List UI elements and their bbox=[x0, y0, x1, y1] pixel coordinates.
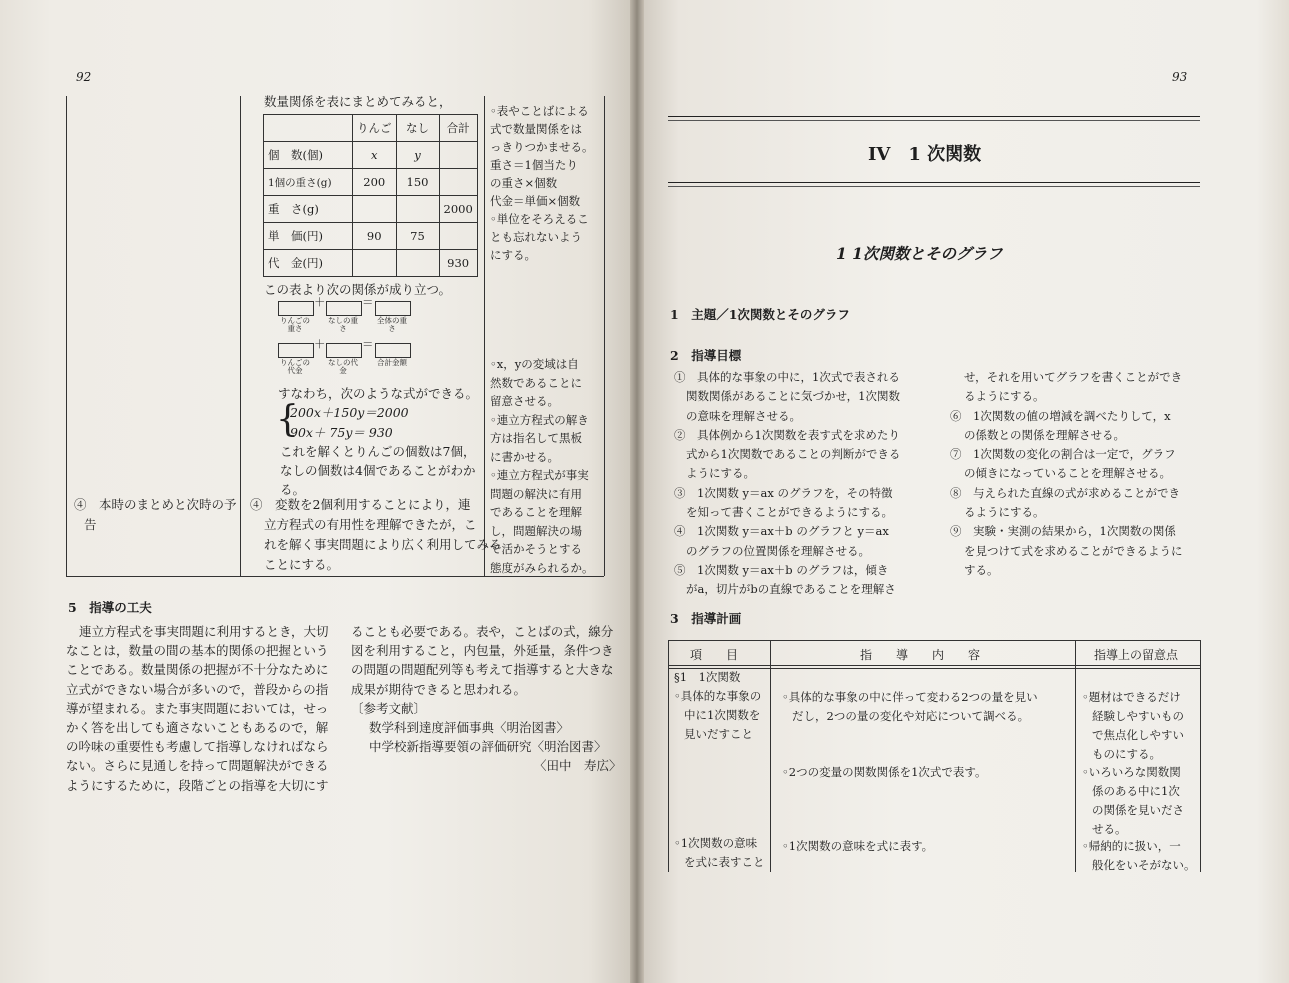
chapter-rule-top bbox=[668, 116, 1200, 117]
goal-line: ⑦ 1次関数の変化の割合は一定で，グラフ bbox=[950, 447, 1176, 462]
note-line: とも忘れないよう bbox=[490, 230, 582, 244]
blank-box bbox=[326, 301, 362, 316]
paragraph-line: 導が望まれる。また事実問題においては，せっ bbox=[66, 700, 329, 716]
plan-line: の関係を見いださ bbox=[1092, 803, 1184, 817]
goal-line: るようにする。 bbox=[964, 505, 1045, 520]
section5-col2 bbox=[351, 622, 614, 756]
note-line: ◦表やことばによる bbox=[490, 104, 589, 118]
box-label: なしの重さ bbox=[328, 316, 358, 333]
blank-box bbox=[278, 343, 314, 358]
item1-heading: 1 主題／1次関数とそのグラフ bbox=[670, 307, 850, 322]
plan-col2-a bbox=[782, 688, 1038, 726]
step-line: れを解く事実問題により広く利用してみる bbox=[264, 537, 502, 552]
table-cell bbox=[396, 250, 439, 277]
table-cell: 150 bbox=[396, 169, 439, 196]
paragraph-line: 成果が期待できると思われる。 bbox=[351, 681, 527, 697]
paragraph-line: 図を利用すること，内包量，外延量，条件つき bbox=[351, 643, 614, 659]
goals-right bbox=[950, 368, 1183, 580]
plan-line: §1 1次関数 bbox=[674, 670, 741, 684]
step4-content bbox=[250, 495, 502, 575]
table-cell: 200 bbox=[353, 169, 397, 196]
plan-line: だし，2つの量の変化や対応について調べる。 bbox=[792, 709, 1030, 723]
plan-header-divider bbox=[668, 665, 1200, 666]
plan-col3-a bbox=[1082, 688, 1184, 764]
goal-line: 関数関係があることに気づかせ，1次関数 bbox=[686, 389, 900, 404]
table-cell bbox=[353, 196, 397, 223]
table-row bbox=[264, 169, 478, 196]
paragraph-line: の吟味の重要性も考慮して指導しなければなら bbox=[66, 739, 329, 755]
note-line: ◦連立方程式の解き bbox=[490, 412, 589, 427]
notes-mid bbox=[490, 355, 594, 577]
table-cell: 代 金(円) bbox=[264, 250, 353, 277]
blank-box bbox=[278, 301, 314, 316]
step4-label bbox=[74, 495, 237, 535]
solution-line: る。 bbox=[280, 482, 306, 497]
left-page-number: 92 bbox=[76, 70, 92, 84]
plan-line: 係のある中に1次 bbox=[1092, 784, 1180, 798]
note-line: ◦x，yの変域は自 bbox=[490, 357, 579, 371]
table-row bbox=[264, 196, 478, 223]
paragraph-line: ることも必要である。表や，ことばの式，線分 bbox=[351, 624, 614, 639]
goal-line: を見つけて式を求めることができるように bbox=[964, 543, 1183, 558]
table-cell bbox=[439, 223, 477, 250]
paragraph-line: の問題の問題配列等も考えて指導すると大きな bbox=[351, 662, 614, 678]
table-row bbox=[264, 142, 478, 169]
note-line: 態度がみられるか。 bbox=[490, 560, 594, 575]
goals-left bbox=[674, 368, 900, 600]
note-line: に書かせる。 bbox=[490, 449, 559, 464]
plan-col3-c bbox=[1082, 837, 1196, 875]
table-cell: 75 bbox=[396, 223, 439, 250]
item3-heading: 3 指導計画 bbox=[670, 611, 742, 626]
author-credit: 〈田中 寿広〉 bbox=[534, 758, 622, 773]
table-divider-1 bbox=[240, 96, 241, 576]
note-line: の重さ×個数 bbox=[490, 176, 558, 190]
table-cell: 1個の重さ(g) bbox=[264, 169, 353, 196]
plan-border-right bbox=[1200, 640, 1201, 872]
chapter-rule-bottom bbox=[668, 182, 1200, 183]
paragraph-line: 立式ができない場合が多いので，普段からの指 bbox=[66, 681, 329, 697]
plan-col-divider-1 bbox=[770, 640, 771, 872]
plan-line: を式に表すこと bbox=[684, 855, 765, 869]
table-cell bbox=[439, 169, 477, 196]
plus-sign: ＋ bbox=[314, 295, 326, 309]
note-line: で活かそうとする bbox=[490, 542, 582, 556]
table-cell: x bbox=[353, 142, 397, 169]
table-cell bbox=[353, 250, 397, 277]
item2-heading: 2 指導目標 bbox=[670, 348, 742, 363]
box-label: りんごの代金 bbox=[280, 358, 310, 375]
plan-line: 中に1次関数を bbox=[684, 708, 761, 722]
plan-header-content: 指 導 内 容 bbox=[860, 648, 981, 662]
note-line: 方は指名して黒板 bbox=[490, 431, 582, 445]
system-eq-1: 200x＋150y＝2000 bbox=[290, 405, 409, 420]
goal-line: ⑧ 与えられた直線の式が求めることができ bbox=[950, 485, 1180, 500]
box-label: 全体の重さ bbox=[377, 316, 407, 333]
paragraph-line: ない。さらに見通しを持って問題解決ができる bbox=[66, 758, 329, 774]
note-line: であることを理解 bbox=[490, 505, 582, 519]
reference-item: 中学校新指導要領の評価研究〈明治図書〉 bbox=[369, 739, 607, 755]
reference-item: 数学科到達度評価事典〈明治図書〉 bbox=[369, 720, 570, 736]
table-cell: 930 bbox=[439, 250, 477, 277]
plan-col-divider-2 bbox=[1075, 640, 1076, 872]
goal-line: ① 具体的な事象の中に，1次式で表される bbox=[674, 370, 900, 384]
goal-line: 式から1次関数であることの判断ができる bbox=[686, 447, 901, 462]
note-line: にする。 bbox=[490, 248, 536, 262]
plan-line: ◦題材はできるだけ bbox=[1082, 690, 1181, 704]
note-line: っきりつかませる。 bbox=[490, 140, 594, 154]
plan-line: ものにする。 bbox=[1092, 747, 1161, 761]
section5-title: 5 指導の工夫 bbox=[68, 600, 152, 615]
section-title: 1 1次関数とそのグラフ bbox=[836, 244, 1003, 263]
note-line: ◦連立方程式が事実 bbox=[490, 468, 589, 482]
table-cell: 単 価(円) bbox=[264, 223, 353, 250]
plan-line: ◦具体的な事象の中に伴って変わる2つの量を見い bbox=[782, 690, 1038, 704]
goal-line: ⑨ 実験・実測の結果から，1次関数の関係 bbox=[950, 524, 1176, 539]
chapter-rule-top-2 bbox=[668, 120, 1200, 121]
goal-line: する。 bbox=[964, 562, 999, 577]
note-line: 問題の解決に有用 bbox=[490, 486, 582, 501]
goal-line: ⑤ 1次関数 y＝ax＋b のグラフは，傾き bbox=[674, 562, 889, 577]
plan-line: せる。 bbox=[1092, 822, 1127, 836]
table-header-row bbox=[264, 115, 478, 142]
plan-border-left bbox=[668, 640, 669, 872]
plan-header-notes: 指導上の留意点 bbox=[1094, 648, 1179, 662]
equals-sign: ＝ bbox=[362, 337, 374, 351]
note-line: し，問題解決の場 bbox=[490, 523, 582, 538]
plan-line: で焦点化しやすい bbox=[1092, 728, 1184, 742]
paragraph-line: ようにするために，段階ごとの指導を大切にす bbox=[66, 777, 329, 793]
box-label: なしの代金 bbox=[328, 358, 358, 375]
table-row bbox=[264, 250, 478, 277]
plan-line: ◦いろいろな関数関 bbox=[1082, 765, 1181, 779]
goal-line: の係数との関係を理解させる。 bbox=[964, 427, 1125, 442]
table-cell: 個 数(個) bbox=[264, 142, 353, 169]
table-header-cell: りんご bbox=[353, 115, 397, 142]
step-line: ④ 変数を2個利用することにより，連 bbox=[250, 497, 471, 512]
paragraph-line: かく答を出しても適さないこともあるので，解 bbox=[66, 720, 329, 736]
plan-col1-b bbox=[674, 834, 765, 872]
plan-header-item: 項 目 bbox=[690, 648, 739, 662]
goal-line: のグラフの位置関係を理解させる。 bbox=[686, 543, 870, 558]
plan-line: ◦帰納的に扱い，一 bbox=[1082, 839, 1181, 853]
solution-line: なしの個数は4個であることがわか bbox=[280, 463, 476, 478]
references-heading: 〔参考文献〕 bbox=[351, 700, 427, 716]
solution-line: これを解くとりんごの個数は7個， bbox=[280, 444, 476, 459]
note-line: 重さ＝1個当たり bbox=[490, 158, 578, 172]
table-cell: 2000 bbox=[439, 196, 477, 223]
right-page-number: 93 bbox=[1172, 70, 1188, 84]
plan-line: 般化をいそがない。 bbox=[1092, 858, 1196, 872]
section5-col1 bbox=[66, 622, 329, 795]
quantity-table bbox=[263, 114, 478, 277]
plan-col3-b bbox=[1082, 763, 1184, 839]
goal-line: ③ 1次関数 y＝ax のグラフを，その特徴 bbox=[674, 485, 893, 500]
step-line: ④ 本時のまとめと次時の予 bbox=[74, 497, 237, 512]
note-line: 留意させる。 bbox=[490, 394, 559, 408]
goal-line: るようにする。 bbox=[964, 389, 1045, 404]
table-cell: 重 さ(g) bbox=[264, 196, 353, 223]
system-eq-2: 90x＋ 75y＝ 930 bbox=[290, 425, 393, 440]
paragraph-line: なことは，数量の間の基本的関係の把握という bbox=[66, 643, 329, 659]
plan-border-top bbox=[668, 640, 1200, 641]
book-gutter bbox=[630, 0, 644, 983]
table-border-left bbox=[66, 96, 67, 576]
plan-col2-b: ◦2つの変量の関数関係を1次式で表す。 bbox=[782, 765, 987, 779]
goal-line: ④ 1次関数 y＝ax＋b のグラフと y＝ax bbox=[674, 524, 889, 539]
chapter-rule-bottom-2 bbox=[668, 186, 1200, 187]
paragraph-line: 連立方程式を事実問題に利用するとき，大切 bbox=[79, 624, 329, 639]
goal-line: ② 具体例から1次関数を表す式を求めたり bbox=[674, 427, 900, 442]
goal-line: せ，それを用いてグラフを書くことができ bbox=[964, 370, 1183, 384]
plan-col2-c: ◦1次関数の意味を式に表す。 bbox=[782, 839, 934, 853]
goal-line: ⑥ 1次関数の値の増減を調べたりして，x bbox=[950, 408, 1171, 423]
relation-intro: この表より次の関係が成り立つ。 bbox=[264, 282, 452, 297]
chapter-title: IV 1 次関数 bbox=[868, 144, 982, 165]
note-line: 代金＝単価×個数 bbox=[490, 194, 581, 208]
equals-sign: ＝ bbox=[362, 295, 374, 309]
goal-line: ようにする。 bbox=[686, 466, 755, 481]
plan-col1 bbox=[674, 668, 761, 744]
goal-line: を知って書くことができるようにする。 bbox=[686, 505, 893, 520]
blank-box bbox=[326, 343, 362, 358]
plan-line: ◦1次関数の意味 bbox=[674, 836, 758, 850]
step-line: 立方程式の有用性を理解できたが，こ bbox=[264, 517, 477, 532]
namely-text: すなわち，次のような式ができる。 bbox=[278, 386, 479, 401]
step-line: ことにする。 bbox=[264, 557, 340, 572]
note-line: 式で数量関係をは bbox=[490, 122, 582, 136]
blank-box bbox=[375, 301, 411, 316]
table-cell: 90 bbox=[353, 223, 397, 250]
table-header-cell: なし bbox=[396, 115, 439, 142]
table-cell bbox=[439, 142, 477, 169]
paragraph-line: ことである。数量関係の把握が不十分なために bbox=[66, 662, 329, 678]
step-line: 告 bbox=[84, 517, 97, 532]
notes-top bbox=[490, 102, 594, 264]
system-brace: { bbox=[276, 399, 299, 440]
table-header-cell bbox=[264, 115, 353, 142]
table-row bbox=[264, 223, 478, 250]
table-intro: 数量関係を表にまとめてみると， bbox=[264, 94, 452, 109]
goal-line: の傾きになっていることを理解させる。 bbox=[964, 466, 1171, 481]
table-header-cell: 合計 bbox=[439, 115, 477, 142]
table-border-right bbox=[604, 96, 605, 576]
goal-line: がa，切片がbの直線であることを理解さ bbox=[686, 582, 896, 597]
box-label: 合計金額 bbox=[377, 358, 407, 367]
table-cell bbox=[396, 196, 439, 223]
plus-sign: ＋ bbox=[314, 337, 326, 351]
plan-line: 見いだすこと bbox=[684, 727, 753, 741]
blank-box bbox=[375, 343, 411, 358]
note-line: ◦単位をそろえるこ bbox=[490, 212, 589, 226]
plan-line: ◦具体的な事象の bbox=[674, 689, 762, 703]
box-label: りんごの重さ bbox=[280, 316, 310, 333]
plan-line: 経験しやすいもの bbox=[1092, 709, 1184, 723]
goal-line: の意味を理解させる。 bbox=[686, 408, 801, 423]
table-cell: y bbox=[396, 142, 439, 169]
note-line: 然数であることに bbox=[490, 375, 582, 390]
